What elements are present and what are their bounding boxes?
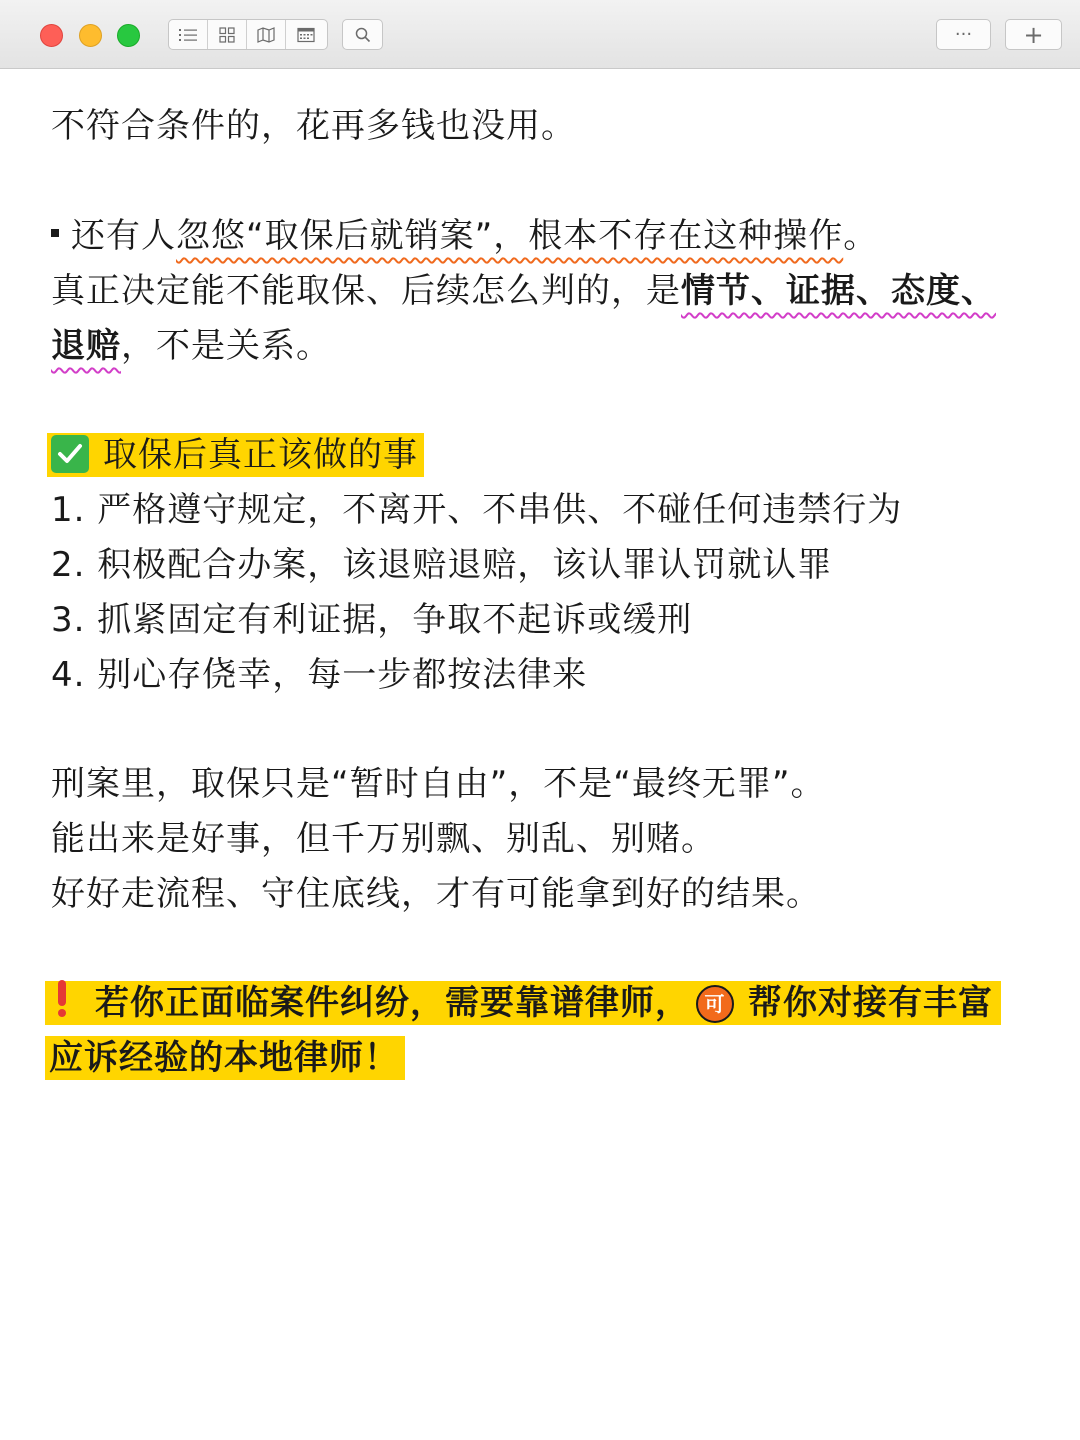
text-line: 还有人忽悠“取保后就销案”，根本不存在这种操作。 bbox=[51, 209, 878, 264]
list-icon bbox=[179, 28, 197, 42]
text-line: 不符合条件的，花再多钱也没用。 bbox=[51, 106, 576, 146]
call-to-action bbox=[45, 1031, 405, 1086]
search-button[interactable] bbox=[342, 19, 383, 50]
window-titlebar bbox=[0, 0, 1080, 69]
list-item: 1. 严格遵守规定，不离开、不串供、不碰任何违禁行为 bbox=[51, 490, 903, 530]
list-item: 4. 别心存侥幸，每一步都按法律来 bbox=[51, 655, 588, 695]
zoom-window-button[interactable] bbox=[117, 24, 140, 47]
list-view-button[interactable] bbox=[169, 20, 208, 49]
calendar-icon bbox=[297, 27, 315, 43]
text-line: 刑案里，取保只是“暂时自由”，不是“最终无罪”。 bbox=[51, 764, 826, 804]
bullet-icon bbox=[51, 229, 59, 237]
view-switcher bbox=[168, 19, 328, 50]
minimize-window-button[interactable] bbox=[79, 24, 102, 47]
list-item: 3. 抓紧固定有利证据，争取不起诉或缓刑 bbox=[51, 600, 693, 640]
more-icon: ··· bbox=[954, 24, 973, 45]
emphasis-text: 退赔 bbox=[51, 326, 121, 366]
text-line: 真正决定能不能取保、后续怎么判的，是情节、证据、态度、 bbox=[51, 271, 996, 311]
grid-icon bbox=[219, 27, 235, 43]
close-window-button[interactable] bbox=[40, 24, 63, 47]
check-mark-icon bbox=[51, 435, 89, 473]
highlight: 若你正面临案件纠纷，需要靠谱律师， 可 帮你对接有丰富 bbox=[45, 981, 1001, 1025]
emphasis-text: 情节、证据、态度、 bbox=[681, 271, 996, 311]
more-button[interactable] bbox=[936, 19, 991, 50]
map-view-button[interactable] bbox=[247, 20, 286, 49]
grid-view-button[interactable] bbox=[208, 20, 247, 49]
text-line: 退赔，不是关系。 bbox=[51, 326, 331, 366]
highlight: 取保后真正该做的事 bbox=[47, 433, 424, 477]
call-to-action bbox=[45, 976, 1001, 1031]
text-line: 能出来是好事，但千万别飘、别乱、别赌。 bbox=[51, 819, 716, 859]
list-item: 2. 积极配合办案，该退赔退赔，该认罪认罚就认罪 bbox=[51, 545, 833, 585]
exclamation-icon bbox=[55, 978, 69, 1018]
section-title bbox=[47, 428, 424, 483]
search-icon bbox=[355, 27, 371, 43]
badge-icon: 可 bbox=[696, 985, 734, 1023]
calendar-view-button[interactable] bbox=[286, 20, 325, 49]
highlight: 应诉经验的本地律师！ bbox=[45, 1036, 405, 1080]
add-button[interactable] bbox=[1005, 19, 1062, 50]
plus-icon: + bbox=[1023, 20, 1044, 49]
text-line: 好好走流程、守住底线，才有可能拿到好的结果。 bbox=[51, 874, 821, 914]
wavy-underlined-text: 忽悠“取保后就销案”，根本不存在这种操作 bbox=[176, 216, 844, 256]
map-icon bbox=[257, 27, 275, 43]
